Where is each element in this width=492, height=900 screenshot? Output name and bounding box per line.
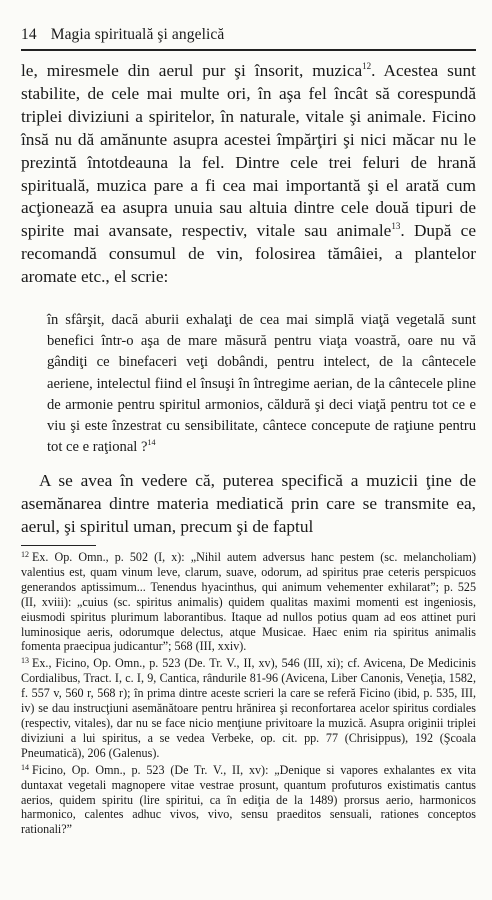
footnote-text: Ex., Ficino, Op. Omn., p. 523 (De. Tr. V., II, xv), 546 (III, xi); cf. Avicena, De Medicinis Cordialibus, Tract. I, c. I, 9, Cantica, rândurile 81-96 (Avicena, Liber Canonis, Veneţia, 1582, f. 557 v, 560 r, 568 r); în prima dintre aceste scrieri la care se referă Ficino (ibid, p. 535, III, iv) se dau instrucţiuni asemănătoare pentru hrănirea şi reconfortarea acelor spiritus cordiales (respectiv, vitales), dar nu se face nicio menţiune privitoare la muzică. Asupra originii triplei diviziuni a lui spiritus, a se vedea Verbeke, op. cit. pp. 77 (Chrisippus), 192 (Şcoala Pneumatică), 206 (Galenus). xyxy=(21,656,476,760)
paragraph-1 xyxy=(21,60,476,289)
header-rule xyxy=(21,49,476,51)
footnote-12 xyxy=(21,550,476,654)
footnote-13 xyxy=(21,656,476,760)
block-quote xyxy=(47,310,476,458)
paragraph-1-text-c: . După ce recomandă consumul de vin, folosirea tămâiei, a plantelor aromate etc., el scrie: xyxy=(21,221,477,287)
paragraph-2 xyxy=(21,470,476,539)
running-header xyxy=(21,26,473,44)
footnote-ref-13: 13 xyxy=(391,221,401,232)
footnote-rule xyxy=(21,545,96,546)
footnote-14 xyxy=(21,763,476,838)
footnote-text: Ficino, Op. Omn., p. 523 (De Tr. V., II, xv): „Denique si vapores exhalantes ex vita duntaxat vegetali magnopere vitae vestrae prosunt, quantum profuturos existimatis cantus aerios, quidem spiritu (lire spiritui, ca în ediţia de la 1489) prorsus aerio, harmonicos harmonico, calentes adhuc vivos, vivo, sensu praeditos sensuali, rationes conceptos rationali?” xyxy=(21,762,476,837)
paragraph-1-text-a: le, miresmele din aerul pur şi însorit, muzica xyxy=(21,61,363,80)
paragraph-2-text: A se avea în vedere că, puterea specifică a muzicii ţine de asemănarea dintre materia mediatică prin care se transmite ea, aerul, şi spiritul uman, precum şi de faptul xyxy=(21,471,476,536)
page-number: 14 xyxy=(21,26,37,43)
quote-text: în sfârşit, dacă aburii exhalaţi de cea mai simplă viaţă vegetală sunt benefici într-o aşa de mare măsură pentru viaţa voastră, oare nu vă gândiţi ce binefaceri veţi dobândi, pentru intelect, de la cântecele aeriene, intelectul fiind el însuşi în întregime aerian, de la cântecele pline de armonie pentru spiritul armonios, căldură şi deci viaţă pentru tot ce e viu şi este înzestrat cu sensibilitate, cântece concepute de raţiune pentru tot ce e raţional ? xyxy=(47,312,476,456)
running-title: Magia spirituală şi angelică xyxy=(50,26,225,43)
footnote-mark: 14 xyxy=(21,762,29,772)
footnote-ref-14: 14 xyxy=(147,438,156,448)
footnotes xyxy=(21,550,476,839)
footnote-mark: 13 xyxy=(21,656,29,666)
footnote-ref-12: 12 xyxy=(362,61,372,71)
paragraph-1-text-b: . Acestea sunt stabilite, de cele mai multe ori, în aşa fel încât să corespundă triplei diviziuni a spiritelor, în naturale, vitale şi animale. Ficino însă nu dă amănunte asupra acestei împărţiri şi nici măcar nu le prezintă întotdeauna la fel. Dintre cele trei feluri de hrană spirituală, muzica pare a fi cea mai importantă şi el arată cum acţionează ea asupra unuia sau altuia dintre cele două tipuri de spirite mai avansate, respectiv, vitale sau animale xyxy=(21,61,476,241)
footnote-text: Ex. Op. Omn., p. 502 (I, x): „Nihil autem adversus hanc pestem (sc. melancholiam) valentius est, quam vinum leve, clarum, suave, odorum, ad spiritus prae ceteris perspicuos generandos aptissimum... Tenendus hyacinthus, qui animum vehementer exhilarat”; p. 525 (II, xviii): „cuius (sc. spiritus animalis) quidem qualitas maximi momenti est ingeniosis, eiusmodi spiritus plurimum laborantibus. Itaque ad nullos potius quam ad eos attinet puri luminosique aeris, odorumque delectus, atque Musicae. Haec enim ria spiritus animalis fomenta praecipua judicantur”; 568 (III, xxiv). xyxy=(21,550,476,654)
footnote-mark: 12 xyxy=(21,550,29,559)
